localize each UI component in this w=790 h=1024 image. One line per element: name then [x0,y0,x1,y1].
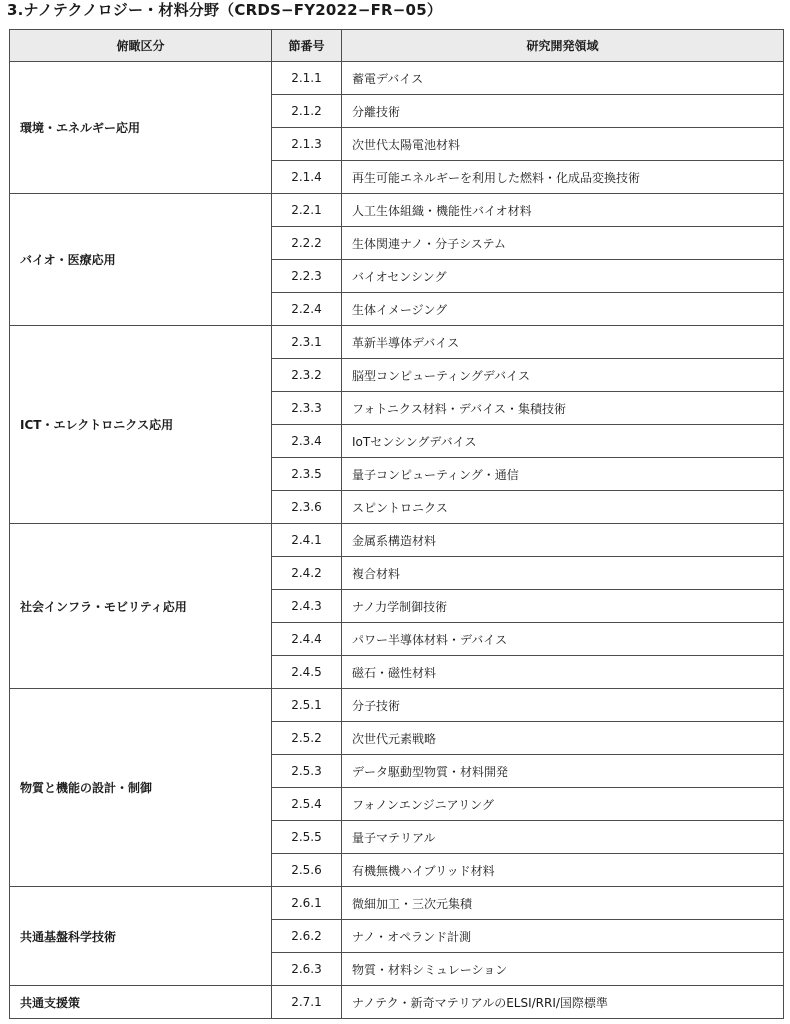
section-number-cell: 2.2.2 [272,227,342,260]
header-category: 俯瞰区分 [10,30,272,62]
research-area-cell: バイオセンシング [342,260,784,293]
research-area-cell: 生体イメージング [342,293,784,326]
section-number-cell: 2.6.2 [272,920,342,953]
table-row [10,986,784,1019]
research-area-cell: スピントロニクス [342,491,784,524]
research-area-cell: 再生可能エネルギーを利用した燃料・化成品変換技術 [342,161,784,194]
research-area-cell: 分離技術 [342,95,784,128]
header-section: 節番号 [272,30,342,62]
research-area-cell: フォノンエンジニアリング [342,788,784,821]
research-area-cell: 複合材料 [342,557,784,590]
research-area-cell: 微細加工・三次元集積 [342,887,784,920]
research-area-cell: 磁石・磁性材料 [342,656,784,689]
table-row [10,194,784,227]
section-number-cell: 2.7.1 [272,986,342,1019]
research-area-cell: データ駆動型物質・材料開発 [342,755,784,788]
research-area-cell: 分子技術 [342,689,784,722]
section-number-cell: 2.6.3 [272,953,342,986]
section-number-cell: 2.5.4 [272,788,342,821]
section-number-cell: 2.4.3 [272,590,342,623]
research-area-cell: 量子コンピューティング・通信 [342,458,784,491]
section-number-cell: 2.6.1 [272,887,342,920]
research-area-cell: パワー半導体材料・デバイス [342,623,784,656]
header-area: 研究開発領域 [342,30,784,62]
section-number-cell: 2.4.2 [272,557,342,590]
section-number-cell: 2.4.1 [272,524,342,557]
category-cell: 共通支援策 [10,986,272,1019]
table-body [10,62,784,1019]
table-row [10,887,784,920]
document-title: 3.ナノテクノロジー・材料分野（CRDS−FY2022−FR−05） [7,1,443,19]
research-area-cell: 人工生体組織・機能性バイオ材料 [342,194,784,227]
table-header-row [10,30,784,62]
section-number-cell: 2.3.5 [272,458,342,491]
section-number-cell: 2.2.4 [272,293,342,326]
category-cell: 社会インフラ・モビリティ応用 [10,524,272,689]
section-number-cell: 2.3.6 [272,491,342,524]
table-row [10,524,784,557]
research-area-cell: ナノテク・新奇マテリアルのELSI/RRI/国際標準 [342,986,784,1019]
research-area-cell: ナノ力学制御技術 [342,590,784,623]
table-row [10,326,784,359]
section-number-cell: 2.1.1 [272,62,342,95]
section-number-cell: 2.5.1 [272,689,342,722]
research-area-cell: フォトニクス材料・デバイス・集積技術 [342,392,784,425]
section-number-cell: 2.5.5 [272,821,342,854]
category-cell: 共通基盤科学技術 [10,887,272,986]
category-cell: 環境・エネルギー応用 [10,62,272,194]
section-number-cell: 2.5.6 [272,854,342,887]
category-cell: 物質と機能の設計・制御 [10,689,272,887]
research-area-table [9,29,784,1019]
section-number-cell: 2.3.3 [272,392,342,425]
research-area-cell: 次世代太陽電池材料 [342,128,784,161]
research-area-cell: 革新半導体デバイス [342,326,784,359]
table-row [10,62,784,95]
section-number-cell: 2.1.3 [272,128,342,161]
research-area-cell: 有機無機ハイブリッド材料 [342,854,784,887]
section-number-cell: 2.3.1 [272,326,342,359]
research-area-cell: IoTセンシングデバイス [342,425,784,458]
research-area-cell: 蓄電デバイス [342,62,784,95]
research-area-cell: 生体関連ナノ・分子システム [342,227,784,260]
section-number-cell: 2.5.3 [272,755,342,788]
section-number-cell: 2.2.1 [272,194,342,227]
section-number-cell: 2.3.2 [272,359,342,392]
research-area-cell: 量子マテリアル [342,821,784,854]
section-number-cell: 2.1.2 [272,95,342,128]
research-area-cell: 金属系構造材料 [342,524,784,557]
section-number-cell: 2.2.3 [272,260,342,293]
research-area-cell: ナノ・オペランド計測 [342,920,784,953]
section-number-cell: 2.3.4 [272,425,342,458]
section-number-cell: 2.1.4 [272,161,342,194]
research-area-cell: 脳型コンピューティングデバイス [342,359,784,392]
category-cell: バイオ・医療応用 [10,194,272,326]
category-cell: ICT・エレクトロニクス応用 [10,326,272,524]
section-number-cell: 2.4.4 [272,623,342,656]
section-number-cell: 2.4.5 [272,656,342,689]
research-area-cell: 次世代元素戦略 [342,722,784,755]
section-number-cell: 2.5.2 [272,722,342,755]
research-area-cell: 物質・材料シミュレーション [342,953,784,986]
table-row [10,689,784,722]
